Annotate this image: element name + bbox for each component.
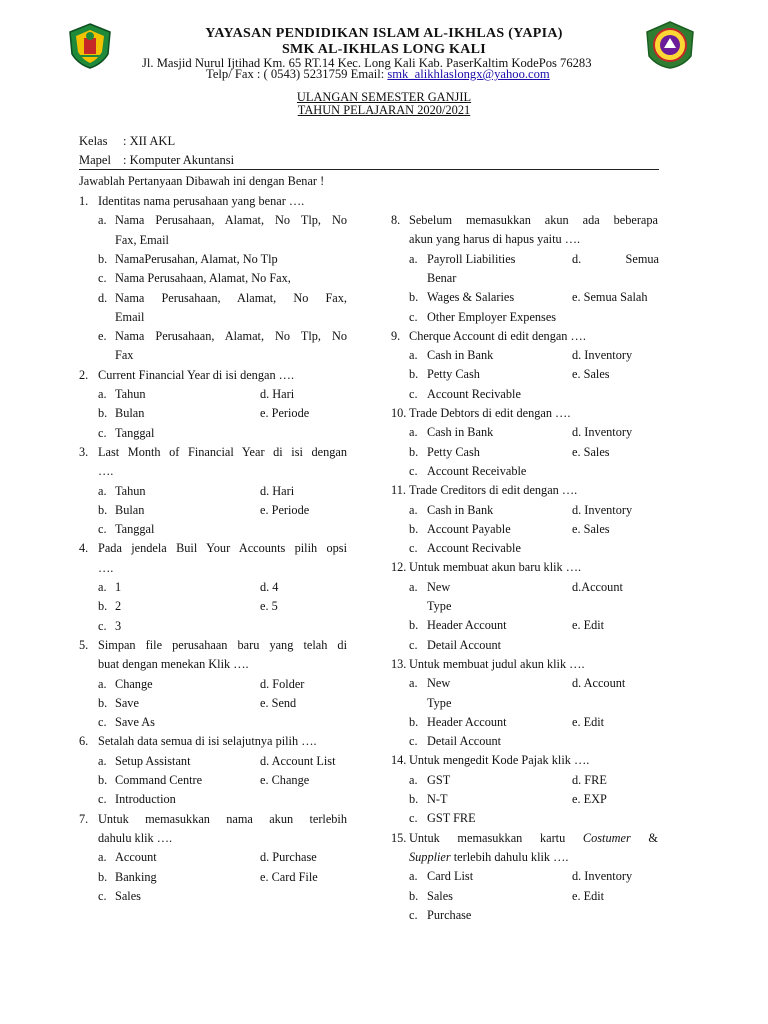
option-text: Save As (115, 715, 155, 730)
question-text: Setalah data semua di isi selajutnya pilih …. (98, 734, 317, 749)
option-text-second: d. Inventory (572, 425, 633, 440)
option-text: Tahun (115, 483, 146, 498)
option-text: Detail Account (427, 734, 502, 749)
question-continuation: dahulu klik …. (98, 830, 173, 845)
option-text: Header Account (427, 714, 507, 729)
option-letter: d. (98, 290, 108, 305)
question-number: 12. (391, 560, 407, 575)
option-text-second: e. Edit (572, 888, 605, 903)
option-text-second: d. Inventory (572, 502, 633, 517)
question-text: Pada jendela Buil Your Accounts pilih opsi (98, 541, 347, 556)
class-label: Kelas (79, 134, 108, 148)
option-text: 3 (115, 618, 122, 633)
option-text-second: d. Account (572, 676, 626, 691)
option-text: Nama Perusahaan, Alamat, No Tlp, No (115, 213, 347, 228)
question-text: Untuk membuat judul akun klik …. (409, 656, 585, 671)
option-letter: b. (98, 251, 108, 266)
option-text: Card List (427, 869, 474, 884)
option-text-second: d. Folder (260, 676, 305, 691)
option-text: Nama Perusahaan, Alamat, No Tlp, No (115, 329, 347, 344)
option-letter: c. (98, 271, 107, 286)
option-text: NamaPerusahan, Alamat, No Tlp (115, 251, 278, 266)
question-text: Current Financial Year di isi dengan …. (98, 367, 295, 382)
question-text: Untuk membuat akun baru klik …. (409, 560, 582, 575)
question-number: 15. (391, 830, 407, 845)
option-letter: c. (98, 425, 107, 440)
option-text: Account Receivable (427, 463, 527, 478)
question-number: 13. (391, 656, 407, 671)
question-text: Trade Debtors di edit dengan …. (409, 406, 571, 420)
option-letter: b. (409, 888, 419, 903)
question-text: Untuk memasukkan kartu Costumer & (409, 830, 658, 845)
option-letter: c. (409, 637, 418, 652)
option-letter: b. (98, 599, 108, 614)
subject-value: : Komputer Akuntansi (123, 153, 235, 167)
question-text: Untuk memasukkan nama akun terlebih (98, 811, 347, 826)
option-letter: c. (98, 618, 107, 633)
option-text-second: e. Edit (572, 714, 605, 729)
option-text: New (427, 676, 451, 691)
question-text: Untuk mengedit Kode Pajak klik …. (409, 753, 590, 768)
option-text: Cash in Bank (427, 425, 494, 440)
option-text: Payroll Liabilities (427, 251, 516, 266)
option-letter: a. (409, 772, 418, 787)
option-text: Bulan (115, 502, 145, 517)
option-text-second: e. Send (260, 695, 297, 710)
option-text: Petty Cash (427, 444, 480, 459)
option-text-second: e. EXP (572, 792, 607, 806)
option-letter: b. (98, 869, 108, 884)
option-text-second: d. Semua (572, 251, 659, 266)
option-text-second: e. 5 (260, 599, 278, 614)
option-letter: a. (98, 387, 107, 401)
option-continuation: Type (427, 599, 452, 613)
option-letter: a. (409, 348, 418, 363)
option-letter: b. (409, 444, 419, 459)
question-number: 6. (79, 734, 89, 749)
question-number: 7. (79, 811, 89, 826)
question-number: 2. (79, 367, 89, 382)
question-number: 1. (79, 194, 89, 208)
option-text: New (427, 579, 451, 594)
option-letter: b. (98, 773, 108, 787)
school-contact (206, 67, 550, 82)
option-text: Cash in Bank (427, 502, 494, 517)
option-letter: a. (409, 579, 418, 594)
question-continuation: …. (98, 464, 114, 479)
option-text: Save (115, 695, 139, 710)
option-text: Account Payable (427, 521, 511, 536)
option-text-second: d. 4 (260, 580, 279, 594)
option-continuation: Benar (427, 270, 457, 285)
subject-row (79, 153, 234, 168)
option-letter: a. (98, 753, 107, 768)
option-letter: c. (409, 386, 418, 401)
option-text: 2 (115, 599, 122, 614)
class-row (79, 134, 175, 149)
option-text: Bulan (115, 406, 145, 421)
option-letter: c. (409, 734, 418, 749)
question-continuation: buat dengan menekan Klik …. (98, 657, 249, 672)
option-text-second: e. Sales (572, 521, 610, 536)
option-letter: a. (409, 502, 418, 517)
option-text-second: e. Sales (572, 444, 610, 459)
option-letter: c. (409, 907, 418, 922)
option-letter: b. (409, 290, 419, 305)
option-text: Header Account (427, 618, 507, 633)
option-text-second: e. Change (260, 773, 310, 787)
option-text-second: e. Periode (260, 502, 310, 517)
option-letter: c. (98, 715, 107, 730)
option-letter: a. (98, 580, 107, 594)
question-number: 4. (79, 541, 89, 556)
option-letter: e. (98, 329, 107, 344)
option-text: Setup Assistant (115, 753, 191, 768)
option-text: Cash in Bank (427, 348, 494, 363)
option-letter: a. (409, 425, 418, 440)
option-text: Change (115, 676, 153, 691)
option-letter: a. (409, 676, 418, 691)
question-text: Simpan file perusahaan baru yang telah di (98, 637, 347, 652)
option-letter: b. (409, 618, 419, 633)
option-text: Introduction (115, 792, 176, 807)
option-letter: b. (409, 792, 419, 806)
option-text-second: d. Inventory (572, 348, 633, 363)
option-letter: a. (98, 213, 107, 228)
question-number: 5. (79, 637, 89, 652)
school-name: SMK AL-IKHLAS LONG KALI (281, 42, 487, 57)
option-letter: a. (409, 869, 418, 884)
option-text-second: d. Inventory (572, 869, 633, 884)
option-letter: b. (409, 367, 419, 382)
question-number: 8. (391, 213, 401, 227)
option-text: Sales (115, 888, 141, 903)
option-letter: c. (98, 792, 107, 807)
instruction: Jawablah Pertanyaan Dibawah ini dengan Benar ! (79, 174, 325, 188)
option-continuation: Fax (115, 348, 134, 363)
option-text: Detail Account (427, 637, 502, 652)
option-letter: c. (409, 541, 418, 556)
option-text: Account (115, 850, 157, 865)
option-letter: c. (409, 309, 418, 324)
option-text: GST (427, 772, 451, 787)
option-letter: a. (409, 251, 418, 266)
option-letter: a. (98, 676, 107, 691)
option-text-second: e. Sales (572, 367, 610, 382)
option-text-second: d. Account List (260, 753, 336, 768)
phone-fax: Telp/ Fax : ( 0543) 5231759 Email: (206, 67, 388, 81)
option-text: Purchase (427, 907, 472, 922)
option-text: Tanggal (115, 425, 155, 440)
option-text: Account Recivable (427, 386, 521, 401)
option-text: N-T (427, 792, 448, 806)
option-letter: c. (409, 811, 418, 826)
option-text: Petty Cash (427, 367, 480, 382)
option-text-second: e. Edit (572, 618, 605, 633)
option-letter: b. (98, 502, 108, 517)
header-divider (79, 169, 659, 170)
subject-label: Mapel (79, 153, 111, 167)
email-link[interactable]: smk_alikhlaslongx@yahoo.com (387, 67, 550, 81)
option-text: Account Recivable (427, 541, 521, 556)
option-letter: c. (98, 888, 107, 903)
exam-title: ULANGAN SEMESTER GANJIL (296, 90, 472, 104)
option-text: Wages & Salaries (427, 290, 515, 305)
option-text: Nama Perusahaan, Alamat, No Fax, (115, 271, 291, 286)
option-text-second: d.Account (572, 579, 623, 594)
question-number: 14. (391, 753, 407, 768)
question-number: 10. (391, 406, 407, 420)
option-letter: c. (409, 463, 418, 478)
option-text: 1 (115, 580, 122, 594)
option-continuation: Fax, Email (115, 232, 169, 247)
question-number: 3. (79, 444, 89, 459)
option-letter: a. (98, 850, 107, 865)
option-text-second: d. Hari (260, 387, 295, 401)
exam-year: TAHUN PELAJARAN 2020/2021 (297, 103, 471, 117)
option-text: Nama Perusahaan, Alamat, No Fax, (115, 290, 347, 305)
option-letter: b. (409, 521, 419, 536)
question-number: 9. (391, 328, 401, 343)
question-continuation: …. (98, 560, 114, 575)
option-continuation: Type (427, 695, 452, 710)
option-text-second: d. FRE (572, 772, 607, 787)
option-text: Tanggal (115, 522, 155, 537)
option-text: Other Employer Expenses (427, 309, 557, 324)
question-text: Identitas nama perusahaan yang benar …. (98, 194, 305, 208)
option-text-second: e. Semua Salah (572, 290, 648, 305)
option-text: Command Centre (115, 773, 203, 787)
option-text: Banking (115, 869, 157, 884)
question-continuation: Supplier terlebih dahulu klik …. (409, 849, 569, 864)
option-text: Tahun (115, 387, 146, 401)
option-letter: a. (98, 483, 107, 498)
option-letter: c. (98, 522, 107, 537)
school-address: Jl. Masjid Nurul Ijtihad Km. 65 RT.14 Kec. Long Kali Kab. PaserKaltim KodePos 76283 (142, 56, 592, 70)
option-text-second: d. Purchase (260, 850, 317, 865)
question-continuation: akun yang harus di hapus yaitu …. (409, 232, 581, 247)
option-letter: b. (98, 695, 108, 710)
foundation-name: YAYASAN PENDIDIKAN ISLAM AL-IKHLAS (YAPIA) (205, 26, 563, 41)
option-continuation: Email (115, 309, 145, 324)
option-text: Sales (427, 888, 453, 903)
option-text-second: e. Card File (260, 869, 318, 884)
option-text-second: e. Periode (260, 406, 310, 421)
option-text: GST FRE (427, 811, 476, 826)
option-letter: b. (98, 406, 108, 421)
question-text: Trade Creditors di edit dengan …. (409, 483, 578, 498)
question-text: Cherque Account di edit dengan …. (409, 328, 586, 343)
question-text: Sebelum memasukkan akun ada beberapa (409, 213, 658, 227)
question-text: Last Month of Financial Year di isi dengan (98, 444, 347, 459)
class-value: : XII AKL (123, 134, 176, 148)
question-number: 11. (391, 483, 406, 498)
option-text-second: d. Hari (260, 483, 295, 498)
option-letter: b. (409, 714, 419, 729)
